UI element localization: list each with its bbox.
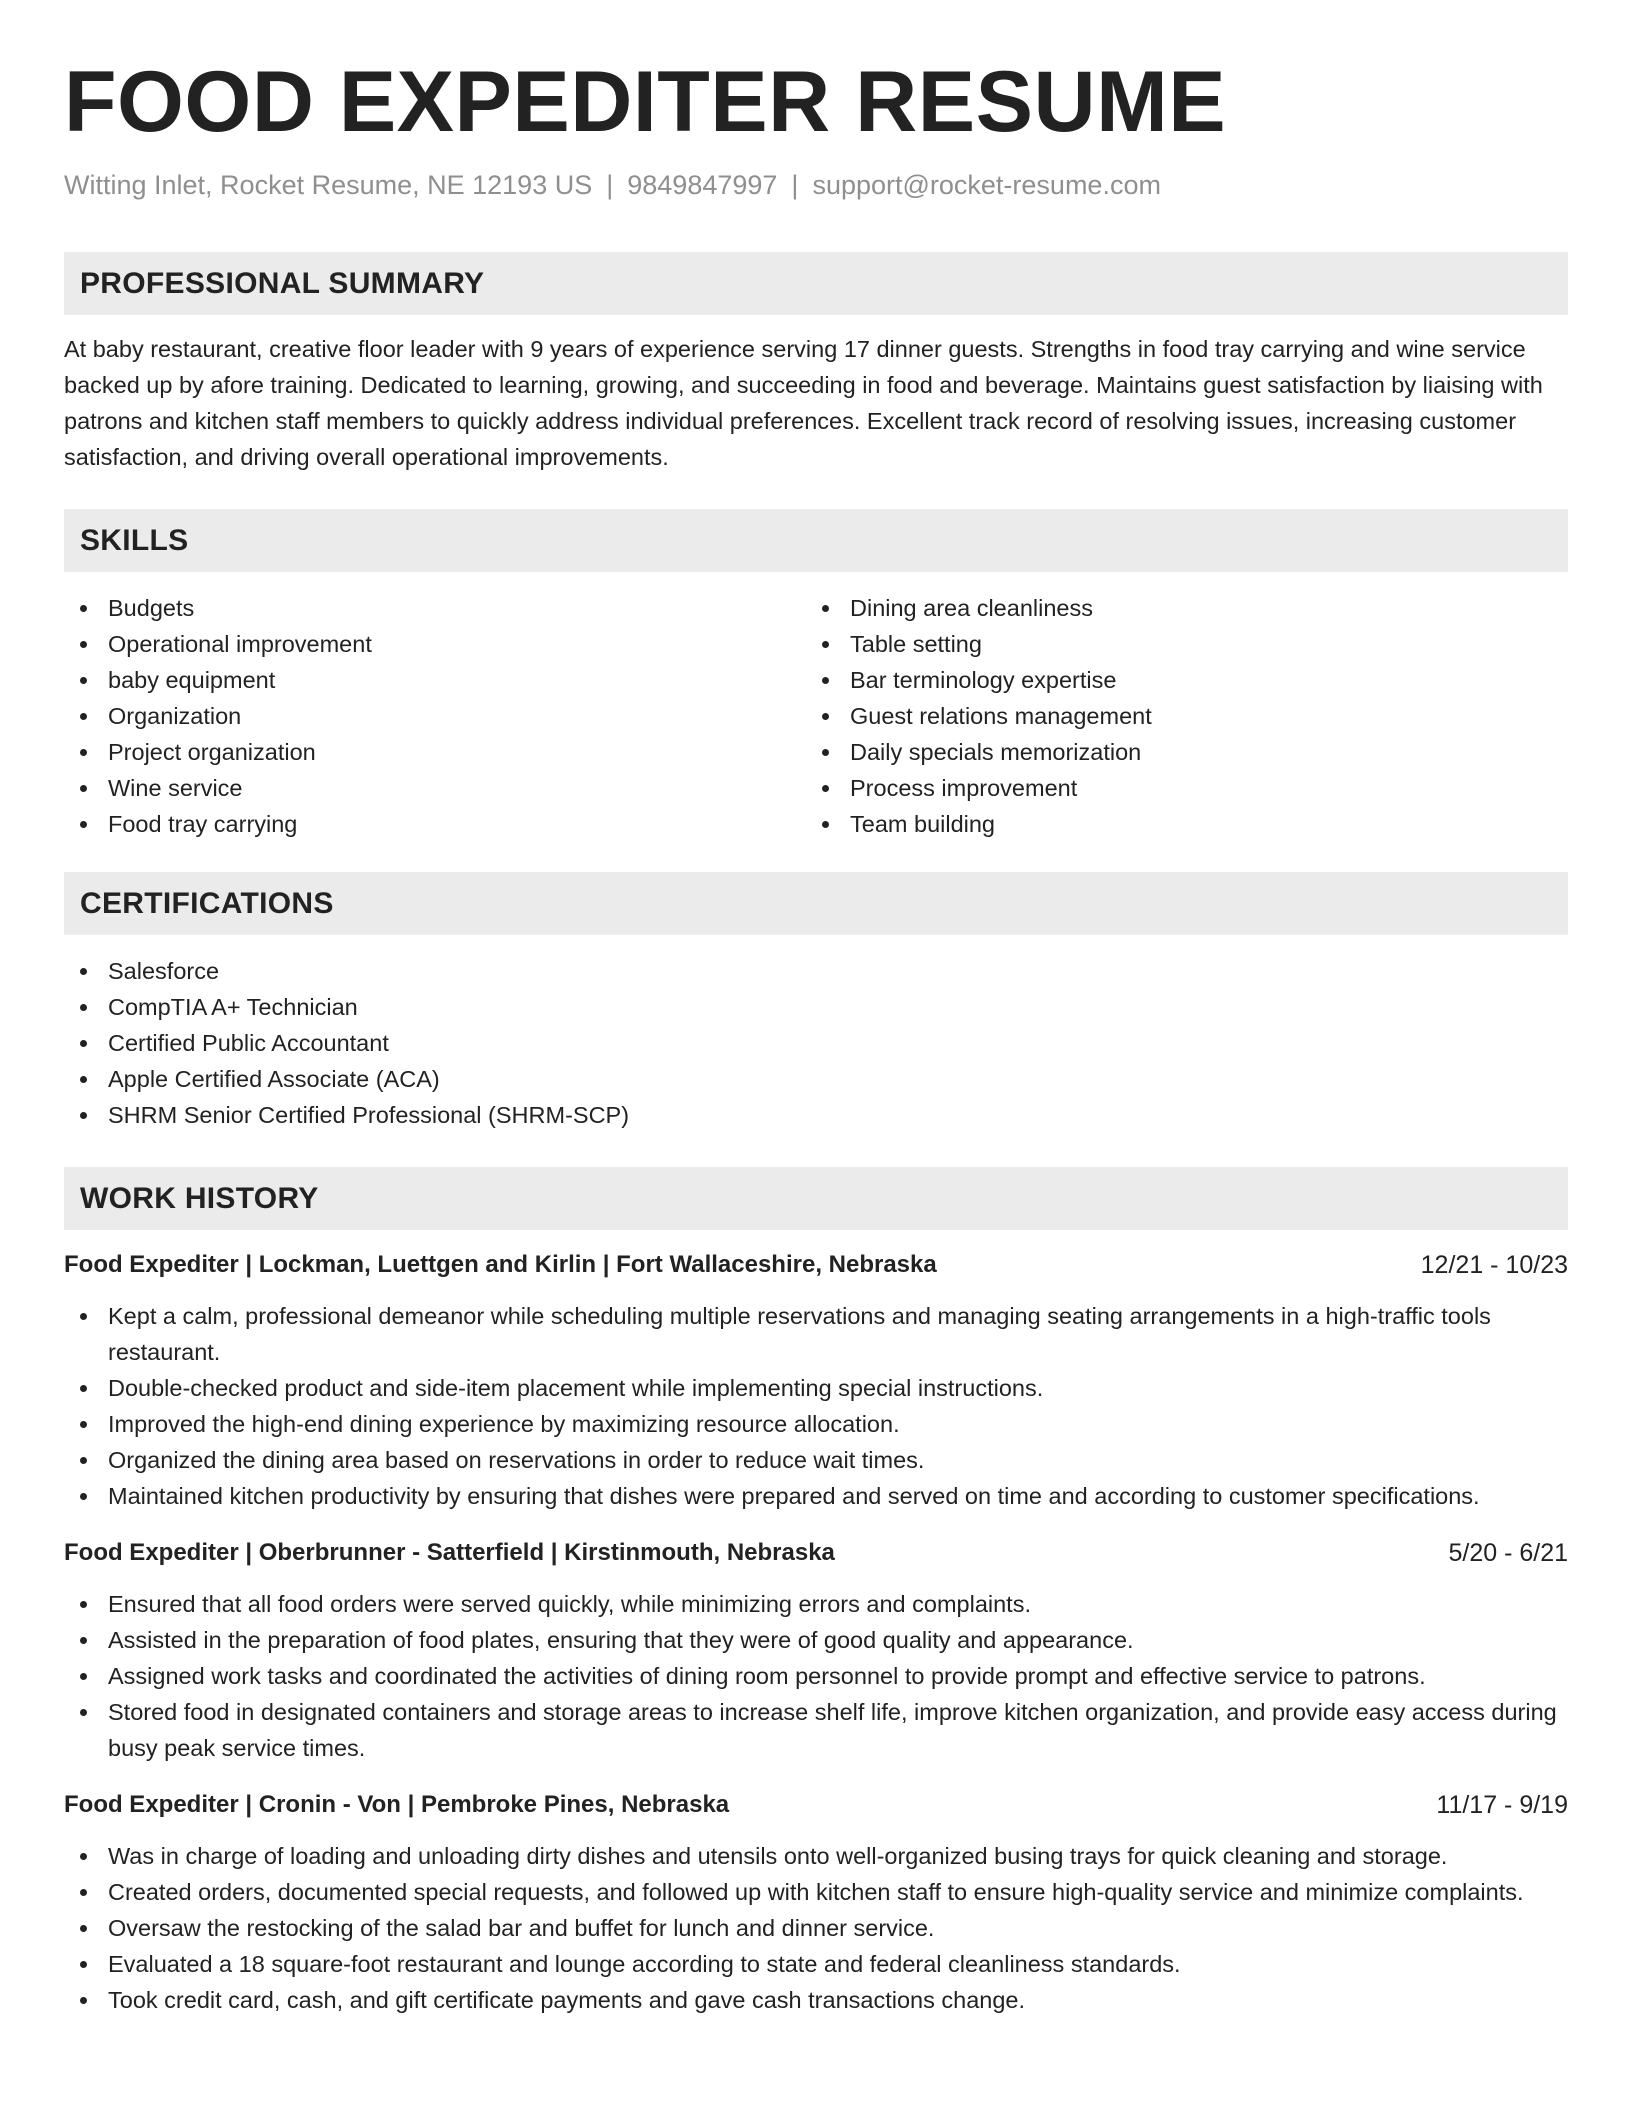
job-title: Food Expediter | Lockman, Luettgen and Kirlin | Fort Wallaceshire, Nebraska <box>64 1251 937 1278</box>
job-bullet: Assisted in the preparation of food plates, ensuring that they were of good quality and appearance. <box>64 1622 1568 1658</box>
skill-item: Daily specials memorization <box>806 734 1548 770</box>
job-bullet: Organized the dining area based on reservations in order to reduce wait times. <box>64 1442 1568 1478</box>
job-bullet: Was in charge of loading and unloading dirty dishes and utensils onto well-organized busing trays for quick cleaning and storage. <box>64 1838 1568 1874</box>
job-bullet: Maintained kitchen productivity by ensuring that dishes were prepared and served on time and according to customer specifications. <box>64 1478 1568 1514</box>
skill-item: Organization <box>64 698 806 734</box>
job-header <box>64 1248 1568 1282</box>
certification-item: Apple Certified Associate (ACA) <box>64 1061 1568 1097</box>
skills-section <box>64 509 1568 842</box>
job-bullet: Stored food in designated containers and storage areas to increase shelf life, improve kitchen organization, and provide easy access during busy peak service times. <box>64 1694 1568 1766</box>
skill-item: Budgets <box>64 590 806 626</box>
contact-line <box>64 168 1568 202</box>
resume-title: FOOD EXPEDITER RESUME <box>64 54 1227 150</box>
contact-email: support@rocket-resume.com <box>812 170 1161 200</box>
job-entry <box>64 1536 1568 1766</box>
skill-item: Project organization <box>64 734 806 770</box>
job-bullet: Kept a calm, professional demeanor while scheduling multiple reservations and managing seating arrangements in a high-traffic tools restaurant. <box>64 1298 1568 1370</box>
section-header-summary: PROFESSIONAL SUMMARY <box>64 252 1568 315</box>
skill-item: Dining area cleanliness <box>806 590 1548 626</box>
job-dates: 11/17 - 9/19 <box>1436 1791 1568 1819</box>
skills-right-list <box>806 590 1548 842</box>
job-title: Food Expediter | Oberbrunner - Satterfield | Kirstinmouth, Nebraska <box>64 1539 835 1566</box>
skills-left-list <box>64 590 806 842</box>
job-bullet: Oversaw the restocking of the salad bar and buffet for lunch and dinner service. <box>64 1910 1568 1946</box>
job-bullet: Took credit card, cash, and gift certificate payments and gave cash transactions change. <box>64 1982 1568 2018</box>
contact-phone: 9849847997 <box>627 170 778 200</box>
skill-item: Operational improvement <box>64 626 806 662</box>
skill-item: Team building <box>806 806 1548 842</box>
skill-item: Guest relations management <box>806 698 1548 734</box>
summary-section <box>64 252 1568 475</box>
section-header-skills: SKILLS <box>64 509 1568 572</box>
skill-item: Table setting <box>806 626 1548 662</box>
job-bullet: Assigned work tasks and coordinated the activities of dining room personnel to provide prompt and effective service to patrons. <box>64 1658 1568 1694</box>
resume-page <box>64 52 1568 2018</box>
skill-item: Wine service <box>64 770 806 806</box>
certifications-list <box>64 953 1568 1133</box>
job-entry <box>64 1788 1568 2018</box>
certification-item: CompTIA A+ Technician <box>64 989 1568 1025</box>
job-entry <box>64 1248 1568 1514</box>
job-header <box>64 1536 1568 1570</box>
skill-item: Bar terminology expertise <box>806 662 1548 698</box>
job-dates: 12/21 - 10/23 <box>1420 1251 1568 1279</box>
job-bullet-list <box>64 1586 1568 1766</box>
job-title: Food Expediter | Cronin - Von | Pembroke Pines, Nebraska <box>64 1791 730 1818</box>
skill-item: Food tray carrying <box>64 806 806 842</box>
job-dates: 5/20 - 6/21 <box>1448 1539 1568 1567</box>
skills-grid <box>64 590 1568 842</box>
certification-item: SHRM Senior Certified Professional (SHRM-SCP) <box>64 1097 1568 1133</box>
section-header-work-history: WORK HISTORY <box>64 1167 1568 1230</box>
certifications-section <box>64 872 1568 1133</box>
contact-address: Witting Inlet, Rocket Resume, NE 12193 US <box>64 170 593 200</box>
job-bullet: Ensured that all food orders were served quickly, while minimizing errors and complaints. <box>64 1586 1568 1622</box>
jobs-list <box>64 1248 1568 2018</box>
job-bullet-list <box>64 1838 1568 2018</box>
contact-separator: | <box>606 170 614 200</box>
section-header-certifications: CERTIFICATIONS <box>64 872 1568 935</box>
skill-item: baby equipment <box>64 662 806 698</box>
job-bullet: Created orders, documented special requests, and followed up with kitchen staff to ensure high-quality service and minimize complaints. <box>64 1874 1568 1910</box>
job-bullet: Evaluated a 18 square-foot restaurant and lounge according to state and federal cleanliness standards. <box>64 1946 1568 1982</box>
summary-text: At baby restaurant, creative floor leader with 9 years of experience serving 17 dinner guests. Strengths in food tray carrying and wine service backed up by afore training. Dedicated to learning, growing, and succeeding in food and beverage. Maintains guest satisfaction by liaising with patrons and kitchen staff members to quickly address individual preferences. Excellent track record of resolving issues, increasing customer satisfaction, and driving overall operational improvements. <box>64 336 1543 470</box>
certification-item: Certified Public Accountant <box>64 1025 1568 1061</box>
contact-separator: | <box>791 170 799 200</box>
job-header <box>64 1788 1568 1822</box>
skill-item: Process improvement <box>806 770 1548 806</box>
job-bullet-list <box>64 1298 1568 1514</box>
job-bullet: Double-checked product and side-item placement while implementing special instructions. <box>64 1370 1568 1406</box>
job-bullet: Improved the high-end dining experience by maximizing resource allocation. <box>64 1406 1568 1442</box>
work-history-section <box>64 1167 1568 2018</box>
certification-item: Salesforce <box>64 953 1568 989</box>
